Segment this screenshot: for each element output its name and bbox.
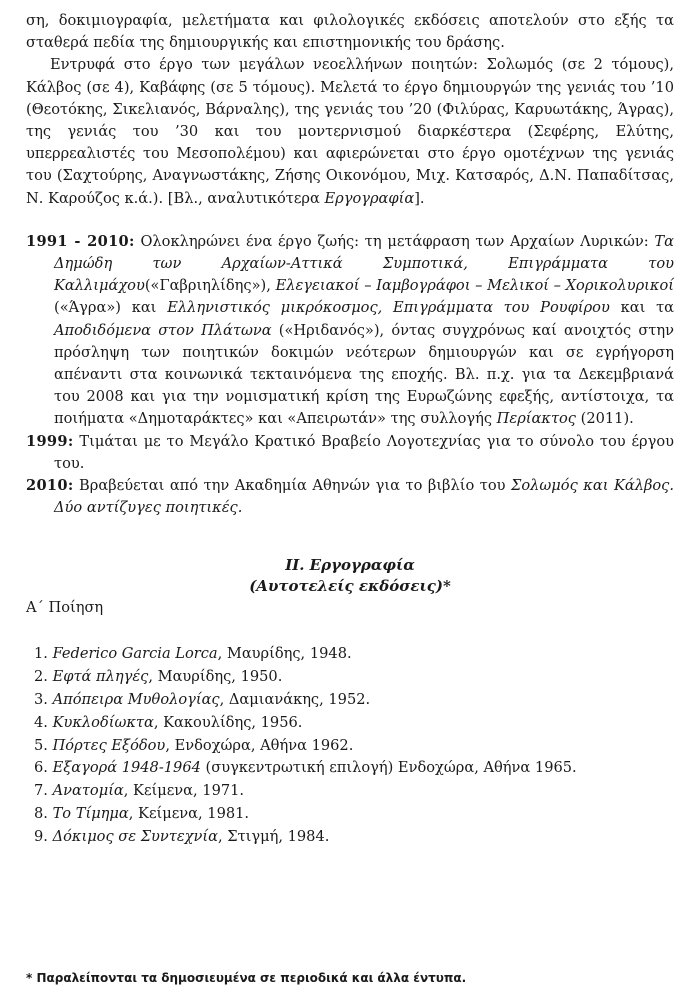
chronology-year: 2010: bbox=[26, 477, 74, 495]
work-title: Εφτά πληγές bbox=[52, 668, 149, 686]
chronology-text: («Ηριδανός»), όντας συγχρόνως καί ανοιχτός στην πρόσληψη των ποιητικών δοκιμών νεότερων δημιουργών και σε εγρήγορση απέναντι στα κοινωνικά τεκταινόμενα της εποχής. Βλ. π.χ. για τα Δεκεμβριανά του 2008 και για την νομισματική κρίση της Ευρωζώνης εφεξής, αντίστοιχα, τα ποιήματα «Δημοταράκτες» και «Απειρωτάν» της συλλογής bbox=[54, 321, 674, 428]
work-number: 4. bbox=[34, 713, 48, 731]
chronology-title: Αποδιδόμενα στον Πλάτωνα bbox=[54, 321, 272, 339]
work-item bbox=[34, 826, 674, 849]
chronology-title: Σολωμός και Κάλβος. Δύο αντίζυγες ποιητικές. bbox=[54, 477, 674, 517]
chronology-text: Τιμάται με το Μεγάλο Κρατικό Βραβείο Λογοτεχνίας για το σύνολο του έργου του. bbox=[54, 432, 674, 472]
work-item bbox=[34, 757, 674, 780]
work-title: Κυκλοδίωκτα bbox=[52, 713, 154, 731]
work-number: 9. bbox=[34, 827, 48, 845]
work-number: 3. bbox=[34, 691, 48, 709]
chronology-title: Ελεγειακοί – Ιαμβογράφοι – Μελικοί – Χορικολυρικοί bbox=[275, 277, 674, 295]
work-title: Εξαγορά 1948-1964 bbox=[52, 759, 201, 777]
chronology-entry bbox=[26, 475, 674, 519]
work-number: 7. bbox=[34, 782, 48, 800]
work-item bbox=[34, 803, 674, 826]
work-item bbox=[34, 643, 674, 666]
work-title: Δόκιμος σε Συντεχνία bbox=[52, 827, 218, 845]
work-title: Πόρτες Εξόδου bbox=[52, 736, 166, 754]
work-publisher: , Μαυρίδης, 1950. bbox=[148, 668, 283, 686]
intro-paragraph-two bbox=[26, 54, 674, 209]
work-publisher: , Μαυρίδης, 1948. bbox=[217, 645, 352, 663]
work-number: 6. bbox=[34, 759, 48, 777]
chronology-title: Τα Δημώδη των Αρχαίων-Αττικά Συμποτικά, Επιγράμματα του Καλλιμάχου bbox=[54, 232, 674, 295]
chronology-entry bbox=[26, 431, 674, 475]
chronology-text: (2011). bbox=[575, 410, 634, 428]
chronology-entry bbox=[26, 231, 674, 431]
section-subtitle: (Αυτοτελείς εκδόσεις)* bbox=[249, 577, 451, 596]
work-title: Το Τίμημα bbox=[52, 805, 129, 823]
section-title: ΙΙ. Εργογραφία bbox=[285, 556, 415, 575]
intro-closing: ]. bbox=[414, 189, 425, 207]
intro-paragraph: ση, δοκιμιογραφία, μελετήματα και φιλολογικές εκδόσεις αποτελούν στο εξής τα σταθερά πεδία της δημιουργικής και επιστημονικής του δράσης. bbox=[26, 12, 674, 52]
intro-text: Εντρυφά στο έργο των μεγάλων νεοελλήνων ποιητών: Σολωμός (σε 2 τόμους), Κάλβος (σε 4), Καβάφης (σε 5 τόμους). Μελετά το έργο δημιουργών της γενιάς του ’10 (Θεοτόκης, Σικελιανός, Βάρναλης), της γενιάς του ’20 (Φιλύρας, Καρυωτάκης, Άγρας), της γενιάς του ’30 και του μοντερνισμού διαρκέστερα (Σεφέρης, Ελύτης, υπερρεαλιστές του Μεσοπολέμου) και αφιερώνεται στο έργο ομοτέχνων της γενιάς του (Σαχτούρης, Αναγνωστάκης, Ζήσης Οικονόμου, Μιχ. Κατσαρός, Δ.Ν. Παπαδίτσας, Ν. Καρούζος κ.ά.). [Βλ., αναλυτικότερα bbox=[26, 56, 674, 207]
work-item bbox=[34, 712, 674, 735]
work-publisher: , Κείμενα, 1971. bbox=[123, 782, 245, 800]
category-heading: Α΄ Ποίηση bbox=[26, 599, 104, 617]
work-item bbox=[34, 666, 674, 689]
work-item bbox=[34, 780, 674, 803]
work-publisher: , Στιγμή, 1984. bbox=[217, 827, 330, 845]
chronology-text: Βραβεύεται από την Ακαδημία Αθηνών για το βιβλίο του bbox=[73, 477, 512, 495]
work-publisher: , Δαμιανάκης, 1952. bbox=[219, 691, 371, 709]
work-publisher: , Ενδοχώρα, Αθήνα 1962. bbox=[165, 736, 354, 754]
chronology-text: («Γαβριηλίδης»), bbox=[144, 277, 276, 295]
works-list bbox=[26, 643, 674, 848]
spacer bbox=[26, 619, 674, 643]
chronology-text: Ολοκληρώνει ένα έργο ζωής: τη μετάφραση των Αρχαίων Λυρικών: bbox=[134, 232, 655, 250]
footnote: * Παραλείπονται τα δημοσιευμένα σε περιοδικά και άλλα έντυπα. bbox=[26, 971, 467, 985]
work-number: 5. bbox=[34, 736, 48, 754]
work-publisher: , Κείμενα, 1981. bbox=[128, 805, 250, 823]
work-title: Ανατομία bbox=[52, 782, 124, 800]
work-item bbox=[34, 689, 674, 712]
chronology-text: («Άγρα») και bbox=[54, 299, 168, 317]
chronology-year: 1999: bbox=[26, 432, 74, 450]
work-title: Federico Garcia Lorca bbox=[52, 645, 218, 663]
chronology-list bbox=[26, 231, 674, 520]
work-publisher: , Κακουλίδης, 1956. bbox=[153, 713, 303, 731]
spacer bbox=[26, 519, 674, 555]
chronology-title: Περίακτος bbox=[496, 410, 576, 428]
work-item bbox=[34, 735, 674, 758]
work-publisher: (συγκεντρωτική επιλογή) Ενδοχώρα, Αθήνα 1965. bbox=[200, 759, 577, 777]
spacer bbox=[26, 210, 674, 231]
work-title: Απόπειρα Μυθολογίας bbox=[52, 691, 220, 709]
work-number: 8. bbox=[34, 805, 48, 823]
chronology-text: και τα bbox=[609, 299, 675, 317]
intro-ergography-ref: Εργογραφία bbox=[324, 189, 415, 207]
work-number: 1. bbox=[34, 645, 48, 663]
work-number: 2. bbox=[34, 668, 48, 686]
chronology-year: 1991 - 2010: bbox=[26, 232, 135, 250]
chronology-title: Ελληνιστικός μικρόκοσμος, Επιγράμματα του Ρουφίρου bbox=[167, 299, 610, 317]
